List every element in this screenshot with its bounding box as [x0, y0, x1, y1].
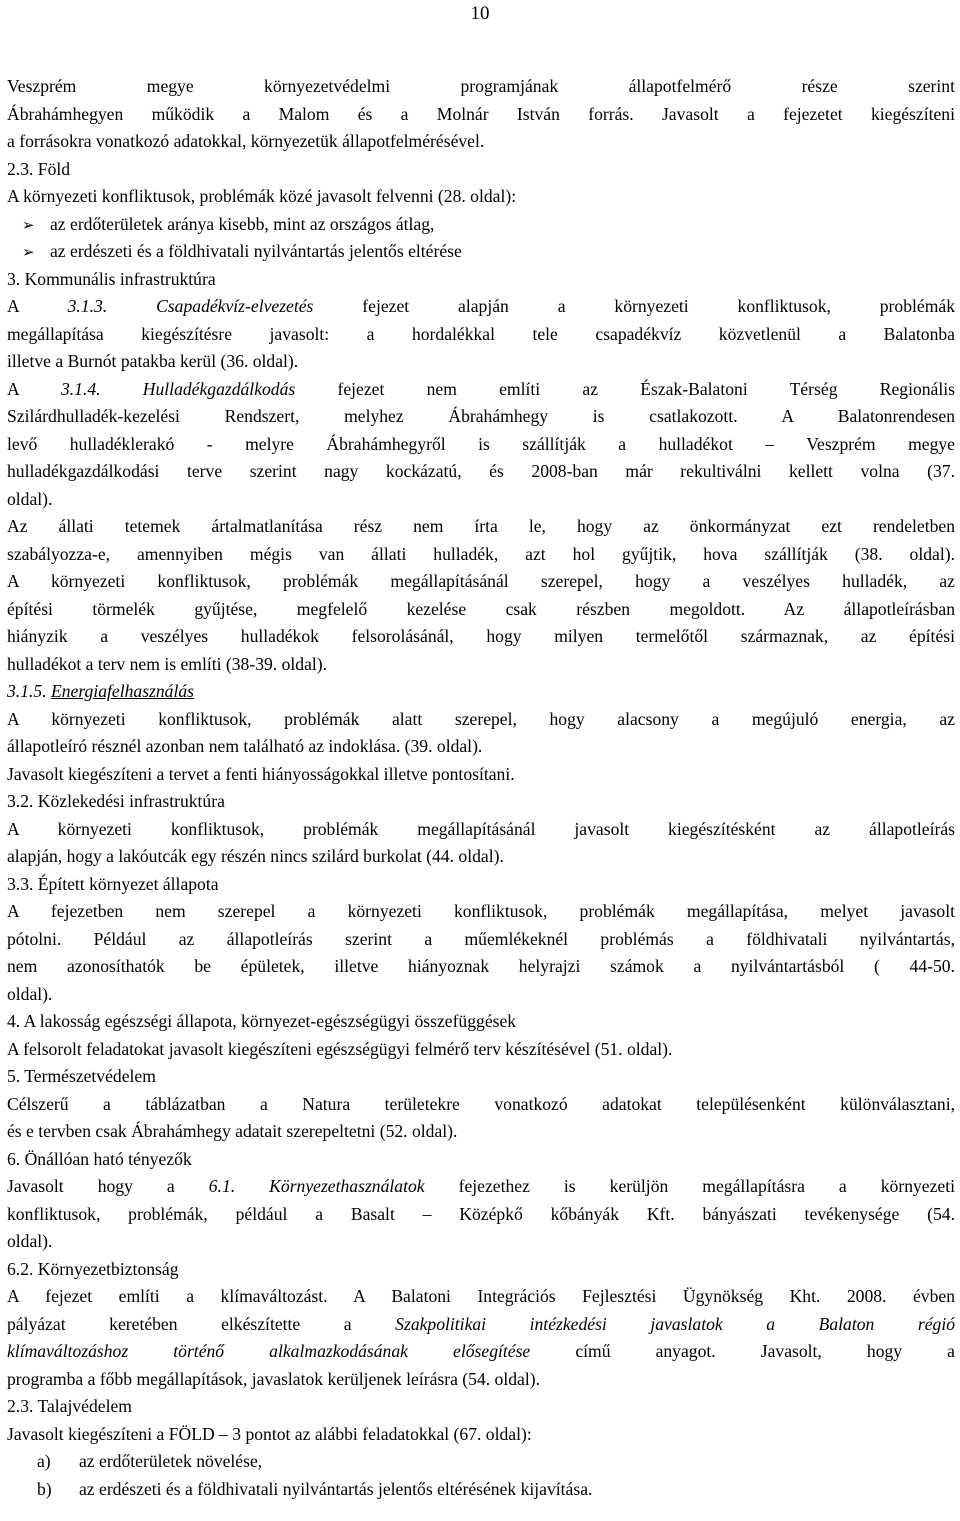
line-text: Célszerű a táblázatban a Natura területekre vonatkozó adatokat településenként különválasztani,	[7, 1093, 955, 1114]
text-run: fejezet alapján a környezeti konfliktusok, problémák	[313, 296, 955, 316]
text-line	[7, 1173, 955, 1201]
line-text: A környezeti konfliktusok, problémák közé javasolt felvenni (28. oldal):	[7, 186, 517, 206]
line-text: 3.3. Épített környezet állapota	[7, 873, 219, 894]
text-run: fejezet nem említi az Észak-Balatoni Térség Regionális	[295, 378, 955, 399]
text-line	[7, 678, 955, 706]
text-line	[7, 706, 955, 734]
text-line	[7, 403, 955, 431]
line-text: 3. Kommunális infrastruktúra	[7, 268, 216, 289]
text-line	[7, 73, 955, 101]
text-line	[7, 293, 955, 321]
page-number: 10	[470, 3, 490, 24]
line-text: szabályozza-e, amennyiben mégis van állati hulladék, azt hol gyűjtik, hova szállítják (38. oldal).	[7, 543, 955, 564]
line-text: a forrásokra vonatkozó adatokkal, környezetük állapotfelmérésével.	[7, 131, 485, 151]
text-line	[7, 1283, 955, 1311]
line-text: az erdőterületek növelése,	[79, 1451, 263, 1471]
line-text: megállapítása kiegészítésre javasolt: a hordalékkal tele csapadékvíz közvetlenül a Balatonba	[7, 323, 955, 344]
text-line	[7, 266, 955, 294]
text-line	[7, 1338, 955, 1366]
line-text: A környezeti konfliktusok, problémák megállapításánál szerepel, hogy a veszélyes hulladék, az	[7, 571, 955, 591]
line-text: az erdészeti és a földhivatali nyilvántartás jelentős eltérésének kijavítása.	[79, 1478, 593, 1499]
line-text: 4. A lakosság egészségi állapota, környezet-egészségügyi összefüggések	[7, 1011, 517, 1031]
text-line	[7, 541, 955, 569]
line-text: Javasolt kiegészíteni a FÖLD – 3 pontot az alábbi feladatokkal (67. oldal):	[7, 1423, 532, 1444]
line-text: hulladékot a terv nem is említi (38-39. oldal).	[7, 653, 328, 674]
line-text: A környezeti konfliktusok, problémák megállapításánál javasolt kiegészítésként az állapotleírás	[7, 818, 955, 839]
text-line	[7, 1393, 955, 1421]
text-line	[7, 1421, 955, 1449]
text-line	[7, 623, 955, 651]
text-line	[7, 596, 955, 624]
line-text: Ábrahámhegyen működik a Malom és a Molnár István forrás. Javasolt a fejezetet kiegészíteni	[7, 103, 955, 124]
text-line	[7, 1118, 955, 1146]
text-line	[7, 321, 955, 349]
text-line	[7, 348, 955, 376]
text-line	[7, 1311, 955, 1339]
list-item	[7, 1476, 955, 1504]
line-text: Szilárdhulladék-kezelési Rendszert, melyhez Ábrahámhegy is csatlakozott. A Balatonrendesen	[7, 406, 955, 426]
text-line	[7, 816, 955, 844]
text-line	[7, 981, 955, 1009]
line-text: 6.2. Környezetbiztonság	[7, 1258, 179, 1279]
emphasis-text: klímaváltozáshoz történő alkalmazkodásának elősegítése	[7, 1341, 531, 1361]
line-text: az erdészeti és a földhivatali nyilvántartás jelentős eltérése	[50, 241, 462, 261]
line-text: levő hulladéklerakó - melyre Ábrahámhegyről is szállítják a hulladékot – Veszprém megye	[7, 433, 955, 454]
emphasis-text: 6.1. Környezethasználatok	[208, 1176, 425, 1196]
line-text: állapotleíró résznél azonban nem található az indoklása. (39. oldal).	[7, 736, 483, 756]
line-text: A környezeti konfliktusok, problémák alatt szerepel, hogy alacsony a megújuló energia, az	[7, 708, 955, 729]
text-line	[7, 568, 955, 596]
line-text: illetve a Burnót patakba kerül (36. oldal).	[7, 351, 299, 371]
text-line	[7, 926, 955, 954]
line-text: pótolni. Például az állapotleírás szerint a műemlékeknél problémás a földhivatali nyilvántartás,	[7, 928, 955, 949]
text-line	[7, 1008, 955, 1036]
line-text: 6. Önállóan ható tényezők	[7, 1148, 192, 1169]
text-line	[7, 156, 955, 184]
line-text: A felsorolt feladatokat javasolt kiegészíteni egészségügyi felmérő terv készítésével (51. oldal).	[7, 1038, 673, 1059]
text-run: című anyagot. Javasolt, hogy a	[530, 1341, 955, 1361]
text-line	[7, 1256, 955, 1284]
line-text: oldal).	[7, 983, 53, 1004]
line-text: alapján, hogy a lakóutcák egy részén nincs szilárd burkolat (44. oldal).	[7, 846, 504, 866]
text-line	[7, 761, 955, 789]
line-text: 3.2. Közlekedési infrastruktúra	[7, 791, 225, 811]
text-line	[7, 458, 955, 486]
text-line	[7, 183, 955, 211]
text-line	[7, 486, 955, 514]
list-item	[7, 1448, 955, 1476]
bullet-item	[7, 211, 955, 239]
text-line	[7, 1036, 955, 1064]
text-line	[7, 898, 955, 926]
text-line	[7, 1091, 955, 1119]
bullet-item	[7, 238, 955, 266]
text-line	[7, 651, 955, 679]
text-line	[7, 1366, 955, 1394]
text-line	[7, 431, 955, 459]
line-text: 2.3. Föld	[7, 158, 71, 179]
line-text: oldal).	[7, 488, 53, 509]
line-text: és e tervben csak Ábrahámhegy adatait szerepeltetni (52. oldal).	[7, 1121, 458, 1141]
text-line	[7, 843, 955, 871]
emphasis-text: 3.1.4. Hulladékgazdálkodás	[60, 378, 296, 399]
text-line	[7, 953, 955, 981]
line-text: oldal).	[7, 1231, 53, 1251]
line-text: A fejezetben nem szerepel a környezeti konfliktusok, problémák megállapítása, melyet javasolt	[7, 901, 955, 921]
text-line	[7, 733, 955, 761]
text-run: pályázat keretében elkészítette a	[7, 1313, 396, 1334]
line-text: építési törmelék gyűjtése, megfelelő kezelése csak részben megoldott. Az állapotleírásban	[7, 598, 955, 619]
text-line	[7, 101, 955, 129]
bullet-arrow-icon: ➢	[22, 217, 35, 234]
text-line	[7, 376, 955, 404]
text-run: A	[7, 296, 68, 316]
line-text: az erdőterületek aránya kisebb, mint az országos átlag,	[50, 213, 435, 234]
line-text: A fejezet említi a klímaváltozást. A Balatoni Integrációs Fejlesztési Ügynökség Kht. 2008. évben	[7, 1286, 955, 1306]
text-line	[7, 1146, 955, 1174]
list-marker: b)	[37, 1478, 52, 1499]
text-line	[7, 871, 955, 899]
emphasis-text: Energiafelhasználás	[50, 681, 195, 701]
line-text: Az állati tetemek ártalmatlanítása rész nem írta le, hogy az önkormányzat ezt rendeletben	[7, 516, 955, 536]
list-marker: a)	[37, 1451, 51, 1471]
emphasis-text: 3.1.3. Csapadékvíz-elvezetés	[67, 296, 314, 316]
line-text: 2.3. Talajvédelem	[7, 1396, 132, 1416]
text-line	[7, 788, 955, 816]
text-run: fejezethez is kerüljön megállapításra a környezeti	[424, 1176, 955, 1196]
line-text: programba a főbb megállapítások, javaslatok kerüljenek leírásra (54. oldal).	[7, 1368, 540, 1389]
line-text: 5. Természetvédelem	[7, 1066, 156, 1086]
text-line	[7, 1201, 955, 1229]
emphasis-text: Szakpolitikai intézkedési javaslatok a Balaton régió	[395, 1313, 955, 1334]
text-line	[7, 128, 955, 156]
text-run: A	[7, 378, 61, 399]
text-line	[7, 1228, 955, 1256]
emphasis-text: 3.1.5.	[7, 681, 51, 701]
text-line	[7, 513, 955, 541]
text-line	[7, 1063, 955, 1091]
line-text: hiányzik a veszélyes hulladékok felsorolásánál, hogy milyen termelőtől származnak, az építési	[7, 626, 955, 646]
line-text: Javasolt kiegészíteni a tervet a fenti hiányosságokkal illetve pontosítani.	[7, 763, 515, 784]
bullet-arrow-icon: ➢	[22, 245, 35, 261]
line-text: konfliktusok, problémák, például a Basalt – Középkő kőbányák Kft. bányászati tevékenysége (54.	[7, 1203, 955, 1224]
line-text: nem azonosíthatók be épületek, illetve hiányoznak helyrajzi számok a nyilvántartásból ( 44-50.	[7, 956, 955, 976]
line-text: hulladékgazdálkodási terve szerint nagy kockázatú, és 2008-ban már rekultiválni kellett volna (37.	[7, 461, 955, 481]
document-body	[7, 73, 955, 1503]
line-text: Veszprém megye környezetvédelmi programjának állapotfelmérő része szerint	[7, 76, 955, 96]
text-run: Javasolt hogy a	[7, 1176, 209, 1196]
